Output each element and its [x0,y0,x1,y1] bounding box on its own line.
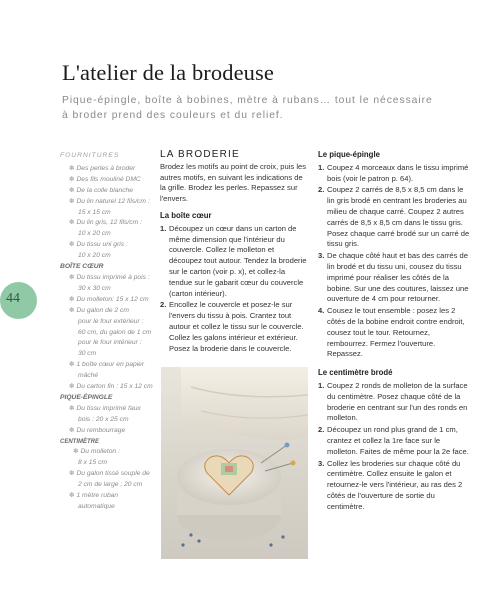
supply-item: ✽ Du galon de 2 cm [69,306,129,314]
supply-item: ✽ Du molleton : [73,448,120,456]
supply-item: ✽ Du tissu imprimé à pois : [69,273,150,281]
supply-item: ✽ Du molleton: 15 x 12 cm [69,295,149,303]
embroidery-intro: Brodez les motifs au point de croix, puis les autres motifs, en suivant les indications de la grille. Brodez les perles. Repassez sur l'envers. [160,161,307,204]
pincushion-title: Le pique-épingle [318,150,380,159]
supply-item: 10 x 20 cm [78,252,111,260]
supply-item: 8 x 15 cm [78,459,107,467]
flower-icon: ✽ [69,197,75,205]
supply-item: 10 x 20 cm [78,230,111,238]
step-item: 4. Cousez le tout ensemble : posez les 2 côtés de la bobine endroit contre endroit, cousez tout le tour. Retournez, rembourrez. Fermez l'ouverture. Repassez. [318,306,465,359]
supplies-heading: FOURNITURES [60,152,120,159]
pin-supplies-heading: PIQUE-ÉPINGLE [60,393,113,401]
supply-item: 2 cm de large : 20 cm [78,481,143,489]
flower-icon: ✽ [69,175,75,183]
tape-measure-steps [318,381,473,513]
pincushion-photo [161,367,308,559]
supply-item: 15 x 15 cm [78,208,111,216]
supply-item: ✽ Des perles à broder [69,164,136,172]
supply-item: ✽ Du galon tissé souple de [69,470,150,478]
step-item: 1. Coupez 4 morceaux dans le tissu imprimé bois (voir le patron p. 64). [318,162,469,183]
step-item: 2. Découpez un rond plus grand de 1 cm, crantez et collez la 1re face sur le molleton. Faites de même pour la 2e face. [318,425,469,456]
step-item: 2. Encollez le couvercle et posez-le sur l'envers du tissu à pois. Crantez tout autour et collez le tissu sur le couvercle. Collez les galons intérieur et extérieur. Posez la broderie dans le couvercle. [160,300,304,353]
tape-supplies-heading: CENTIMÈTRE [60,438,99,445]
supply-item: mâché [78,372,99,380]
step-item: 3. Collez les broderies sur chaque côté du centimètre. Collez ensuite le galon et retournez-le vers l'intérieur, au ras des 2 côtés de l'ouverture de sortie du centimètre. [318,458,463,511]
heart-box-steps [160,224,309,355]
flower-icon: ✽ [69,361,75,369]
step-item: 2. Coupez 2 carrés de 8,5 x 8,5 cm dans le lin gris brodé en centrant les broderies au milieu de chaque carré. Coupez 2 autres carrés de 8,5 x 8,5 cm dans le tissu gris. Posez chaque carré brodé sur un carré de tissu gris. [318,185,470,249]
supply-item: ✽ Du lin gris, 12 fils/cm : [69,219,142,227]
page-subtitle: Pique-épingle, boîte à bobines, mètre à rubans… tout le nécessaire à broder prend des couleurs et du relief. [62,95,433,121]
step-item: 1. Découpez un cœur dans un carton de même dimension que l'intérieur du couvercle. Collez le molleton et découpez tout autour. Tendez la broderie sur le carton (voir p. x), et collez-la tendue sur le gabarit cœur du couvercle (carton intérieur). [160,223,307,298]
page-number: 44 [6,291,20,306]
flower-icon: ✽ [69,404,75,412]
supply-item: ✽ Du lin naturel 12 fils/cm : [69,197,150,205]
flower-icon: ✽ [69,306,75,314]
flower-icon: ✽ [69,383,75,391]
supply-item: ✽ Du tissu imprimé faux [69,404,141,412]
supply-item: bois : 20 x 25 cm [78,415,129,423]
embroidery-heading: LA BRODERIE [160,149,240,160]
supply-item: ✽ 1 mètre ruban [69,492,119,500]
step-item: 1. Coupez 2 ronds de molleton de la surface du centimètre. Posez chaque côté de la broderie en centrant sur l'un des ronds en molleton. [318,380,468,423]
instructions-column [318,150,473,514]
supply-item: automatique [78,503,115,510]
step-item: 3. De chaque côté haut et bas des carrés de lin brodé et du tissu uni, cousez du tissu imprimé pour réaliser les côtés de la bobine. Sur une des coutures, laissez une ouverture de 4 cm pour retourner. [318,251,469,304]
supply-item: pour le four intérieur : [78,339,142,347]
heart-box-title: La boîte cœur [160,210,212,220]
tape-measure-title: Le centimètre brodé [318,368,393,378]
flower-icon: ✽ [69,241,75,249]
flower-icon: ✽ [69,164,75,172]
flower-icon: ✽ [69,470,75,478]
flower-icon: ✽ [73,448,79,456]
supplies-column [60,151,155,513]
flower-icon: ✽ [69,426,75,434]
supply-item: ✽ Du rembourrage [69,426,126,434]
supply-item: ✽ Du carton fin : 15 x 12 cm [69,383,153,391]
supply-item: 30 x 30 cm [78,284,111,292]
box-supplies-heading: BOÎTE CŒUR [60,263,104,271]
flower-icon: ✽ [69,492,75,500]
pincushion-steps [318,163,473,360]
supply-item: ✽ Des fils mouliné DMC [69,175,141,183]
flower-icon: ✽ [69,219,75,227]
flower-icon: ✽ [69,186,75,194]
supply-item: 60 cm, du galon de 1 cm [78,328,152,336]
page-title: L'atelier de la brodeuse [62,60,274,85]
pincushion-illustration [161,367,308,559]
flower-icon: ✽ [69,273,75,281]
supply-item: ✽ De la colle blanche [69,186,133,194]
supply-item: pour le four extérieur : [78,317,144,325]
flower-icon: ✽ [69,295,75,303]
supply-item: ✽ 1 boîte cœur en papier [69,361,145,369]
embroidery-column [160,150,309,355]
supply-item: 30 cm [78,350,97,358]
supply-item: ✽ Du tissu uni gris : [69,241,128,249]
